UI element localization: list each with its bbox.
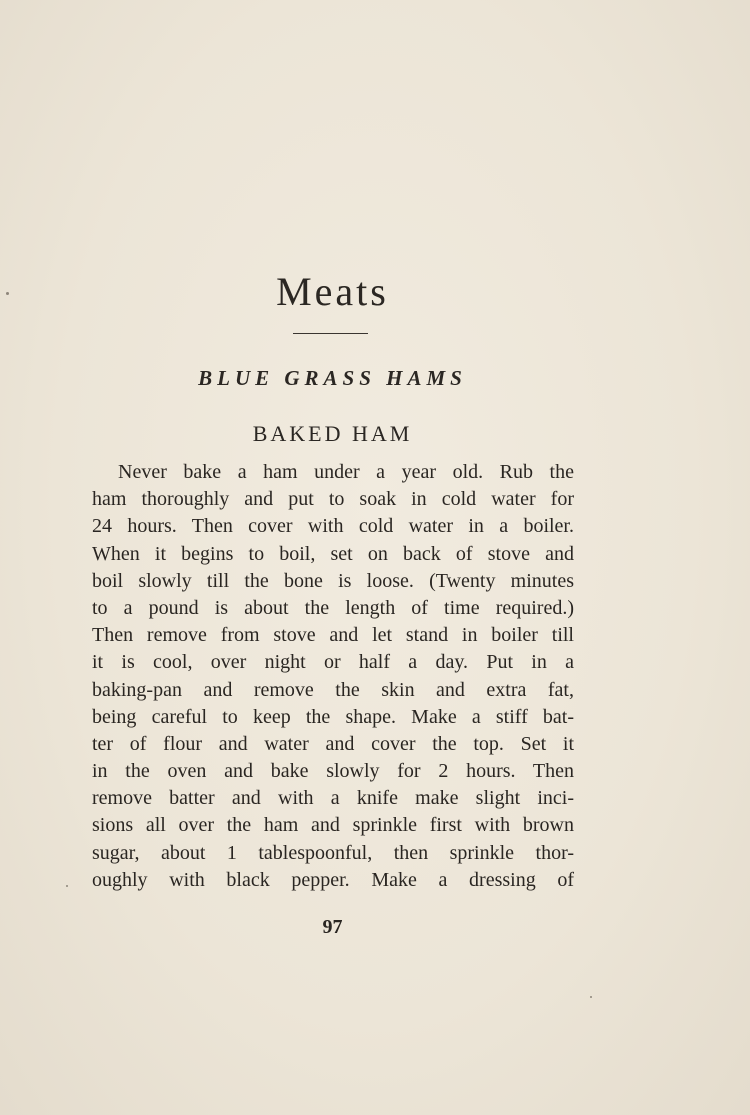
paper-speck [590,996,592,998]
body-line: oughly with black pepper. Make a dressing of [92,868,574,891]
recipe-title: BAKED HAM [252,421,413,446]
page-number: 97 [322,916,343,938]
body-line: Then remove from stove and let stand in boiler till [92,624,574,647]
body-line: 24 hours. Then cover with cold water in a boiler. [92,515,574,538]
body-line: to a pound is about the length of time required.) [92,596,574,619]
body-line: being careful to keep the shape. Make a stiff bat- [92,705,574,728]
body-line: ham thoroughly and put to soak in cold water for [92,488,574,511]
body-line: remove batter and with a knife make slight inci- [92,787,574,810]
body-line: sugar, about 1 tablespoonful, then sprinkle thor- [92,841,574,864]
body-line: in the oven and bake slowly for 2 hours. Then [92,760,574,783]
paper-speck [6,292,9,295]
body-line: When it begins to boil, set on back of stove and [92,542,574,565]
paper-speck [66,885,68,887]
body-line: baking-pan and remove the skin and extra fat, [92,678,574,701]
body-line: ter of flour and water and cover the top. Set it [92,732,574,755]
title-divider [293,333,368,334]
body-line: sions all over the ham and sprinkle first with brown [92,814,574,837]
body-line: it is cool, over night or half a day. Put in a [92,651,574,674]
chapter-title: Meats [276,269,389,314]
recipe-body [92,459,574,894]
body-line: Never bake a ham under a year old. Rub the [118,461,574,483]
body-line: boil slowly till the bone is loose. (Twenty minutes [92,569,574,592]
section-title: BLUE GRASS HAMS [198,366,467,390]
